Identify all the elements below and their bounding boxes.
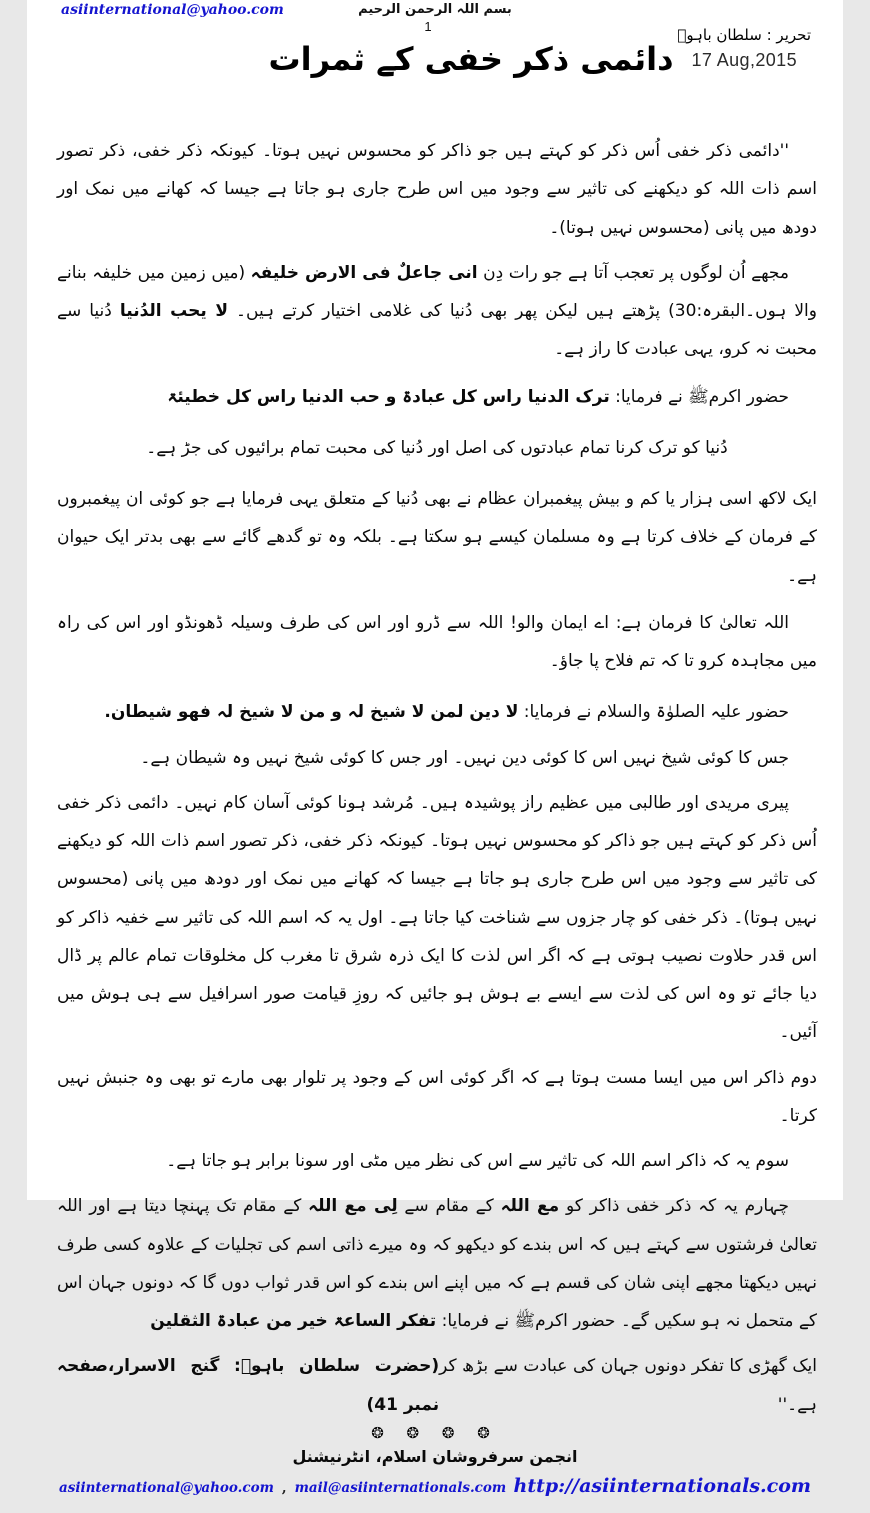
arabic-quote: مع اللہ — [500, 1196, 560, 1217]
paragraph-segment: پیری مریدی اور طالبی میں عظیم راز پوشیدہ ہیں۔ مُرشد ہونا کوئی آسان کام نہیں۔ دائمی ذکر خفی اُس ذکر کو کہتے ہیں جو ذاکر کو محسوس نہیں ہوتا۔ کیونکہ ذکر خفی، ذکر تصور اسم ذات اللہ کو دیکھنے کی تاثیر سے وجود میں اس طرح جاری ہو جاتا ہے جیسا کہ کھانے میں نمک اور دودھ میں پانی (محسوس نہیں ہوتا)۔ ذکر خفی کو چار جزوں سے شناخت کیا جاتا ہے۔ اول یہ کہ اسم اللہ کی تاثیر سے خفیہ ذاکر کو اس قدر حلاوت نصیب ہوتی ہے کہ اگر اس لذت کا ایک ذرہ شرق تا مغرب کل مخلوقات تمام عالم پر ڈال دیا جائے تو وہ اس کی لذت سے ایسے بے ہوش ہو جائیں کہ روزِ قیامت صور اسرافیل سے ہی ہوش میں آئیں۔ — [57, 792, 817, 1043]
paragraph-segment: دوم ذاکر اس میں ایسا مست ہوتا ہے کہ اگر کوئی اس کے وجود پر تلوار بھی مارے تو بھی وہ جنبش نہیں کرتا۔ — [57, 1067, 817, 1126]
paragraph-segment: حضور علیہ الصلوٰۃ والسلام نے فرمایا: — [518, 702, 789, 723]
hadith-quote: لا دین لمن لا شیخ لہ و من لا شیخ لہ فھو شیطان. — [104, 702, 519, 723]
hadith-quote: تفکر الساعۃ خیر من عبادۃ الثقلین — [150, 1311, 437, 1331]
paragraph-segment: اللہ تعالیٰ کا فرمان ہے: اے ایمان والو! اللہ سے ڈرو اور اس کی طرف وسیلہ ڈھونڈو اور اس کی راہ میں مجاہدہ کرو تا کہ تم فلاح پا جاؤ۔ — [57, 612, 817, 671]
paragraph-segment: حضور اکرمﷺ نے فرمایا: — [609, 386, 789, 407]
paragraph-1 — [57, 132, 817, 247]
paragraph-segment: کے مقام تک پہنچا دیتا ہے اور اللہ تعالیٰ فرشتوں سے کہتے ہیں کہ اس بندے کو دیکھو کہ وہ میرے ذاتی اسم کی تجلیات کے علاوہ کسی طرف نہیں دیکھتا مجھے اپنی شان کی قسم ہے کہ میں اپنے اس بندے کو اس قدر ثواب دوں گا کہ دونوں جہان اس کے متحمل نہ ہو سکیں گے۔ حضور اکرمﷺ نے فرمایا: — [57, 1196, 817, 1331]
paragraph-10 — [57, 1059, 817, 1136]
paragraph-3-hadith — [57, 378, 817, 416]
paragraph-segment: چہارم یہ کہ ذکر خفی ذاکر کو — [559, 1196, 789, 1217]
paragraph-segment: (میں زمین میں خلیفہ بنانے والا ہوں۔البقرہ:30) پڑھتے ہیں لیکن پھر بھی دُنیا کی غلامی اختیار کرتے ہیں۔ — [57, 262, 817, 321]
email-separator: , — [281, 1479, 287, 1496]
paragraph-5 — [57, 480, 817, 595]
paragraph-segment: ''دائمی ذکر خفی اُس ذکر کو کہتے ہیں جو ذاکر کو محسوس نہیں ہوتا۔ کیونکہ ذکر خفی، ذکر تصور اسم ذات اللہ کو دیکھنے کی تاثیر سے وجود میں اس طرح جاری ہو جاتا ہے جیسا کہ کھانے میں نمک اور دودھ میں پانی (محسوس نہیں ہوتا)۔ — [57, 141, 817, 238]
ornament-divider: ❂ ❂ ❂ ❂ — [371, 1423, 499, 1442]
hadith-quote: ترک الدنیا راس کل عبادۃ و حب الدنیا راس کل خطیئۃ — [167, 386, 610, 407]
organization-name: انجمن سرفروشان اسلام، انٹرنیشنل — [292, 1446, 578, 1466]
document-page — [27, 0, 843, 1497]
author-byline: تحریر : سلطان باہوؒ — [677, 26, 811, 44]
page-number: 1 — [424, 19, 432, 34]
paragraph-segment: دُنیا سے محبت نہ کرو، یہی عبادت کا راز ہے۔ — [57, 301, 817, 360]
paragraph-6 — [57, 604, 817, 681]
closing-text: ایک گھڑی کا تفکر دونوں جہان کی عبادت سے بڑھ کر ہے۔'' — [439, 1356, 817, 1415]
page-title: دائمی ذکر خفی کے ثمرات — [268, 40, 674, 78]
paragraph-12 — [57, 1187, 817, 1340]
paragraph-segment: جس کا کوئی شیخ نہیں اس کا کوئی دین نہیں۔ اور جس کا کوئی شیخ نہیں وہ شیطان ہے۔ — [140, 747, 789, 768]
paragraph-segment: مجھے اُن لوگوں پر تعجب آتا ہے جو رات دِن — [477, 262, 789, 283]
footer-email-link-1[interactable]: asiinternational@yahoo.com — [59, 1479, 274, 1496]
paragraph-7-hadith — [57, 693, 817, 731]
footer-emails — [59, 1480, 506, 1496]
paragraph-segment: ایک لاکھ اسی ہزار یا کم و بیش پیغمبران عظام نے بھی دُنیا کے متعلق یہی فرمایا ہے جو کوئی ان پیغمبروں کے فرمان کے خلاف کرتا ہے وہ مسلمان کیسے ہو سکتا ہے۔ بلکہ وہ تو گدھے گائے سے بھی بدتر ایک حیوان ہے۔ — [57, 489, 817, 586]
page-footer — [27, 1424, 843, 1513]
document-body — [27, 118, 843, 1424]
header-email-link[interactable]: asiinternational@yahoo.com — [61, 2, 284, 18]
arabic-quote: لا یحب الدُنیا — [119, 301, 229, 321]
footer-email-link-2[interactable]: mail@asiinternationals.com — [294, 1479, 507, 1496]
contact-row — [45, 1475, 825, 1497]
quran-quote: انی جاعلٌ فی الارض خلیفہ — [250, 262, 478, 283]
paragraph-9 — [57, 784, 817, 1052]
page-header — [27, 0, 843, 118]
paragraph-4-translation — [57, 429, 817, 467]
closing-line — [57, 1347, 817, 1424]
paragraph-segment: کے مقام سے — [397, 1196, 501, 1217]
footer-website-link[interactable]: http://asiinternationals.com — [513, 1474, 811, 1497]
arabic-quote: لِی مع اللہ — [308, 1196, 398, 1217]
paragraph-2 — [57, 254, 817, 369]
paragraph-segment: دُنیا کو ترک کرنا تمام عبادتوں کی اصل اور دُنیا کی محبت تمام برائیوں کی جڑ ہے۔ — [146, 437, 728, 458]
paragraph-segment: سوم یہ کہ ذاکر اسم اللہ کی تاثیر سے اس کی نظر میں مٹی اور سونا برابر ہو جاتا ہے۔ — [166, 1151, 789, 1171]
source-citation: (حضرت سلطان باہوؒ: گنج الاسرار،صفحہ نمبر 41) — [57, 1356, 440, 1415]
paragraph-8-translation — [57, 739, 817, 777]
bismillah-text: بسم اللہ الرحمن الرحیم — [358, 2, 512, 17]
paragraph-11 — [57, 1142, 817, 1180]
document-date: 17 Aug,2015 — [691, 50, 797, 70]
